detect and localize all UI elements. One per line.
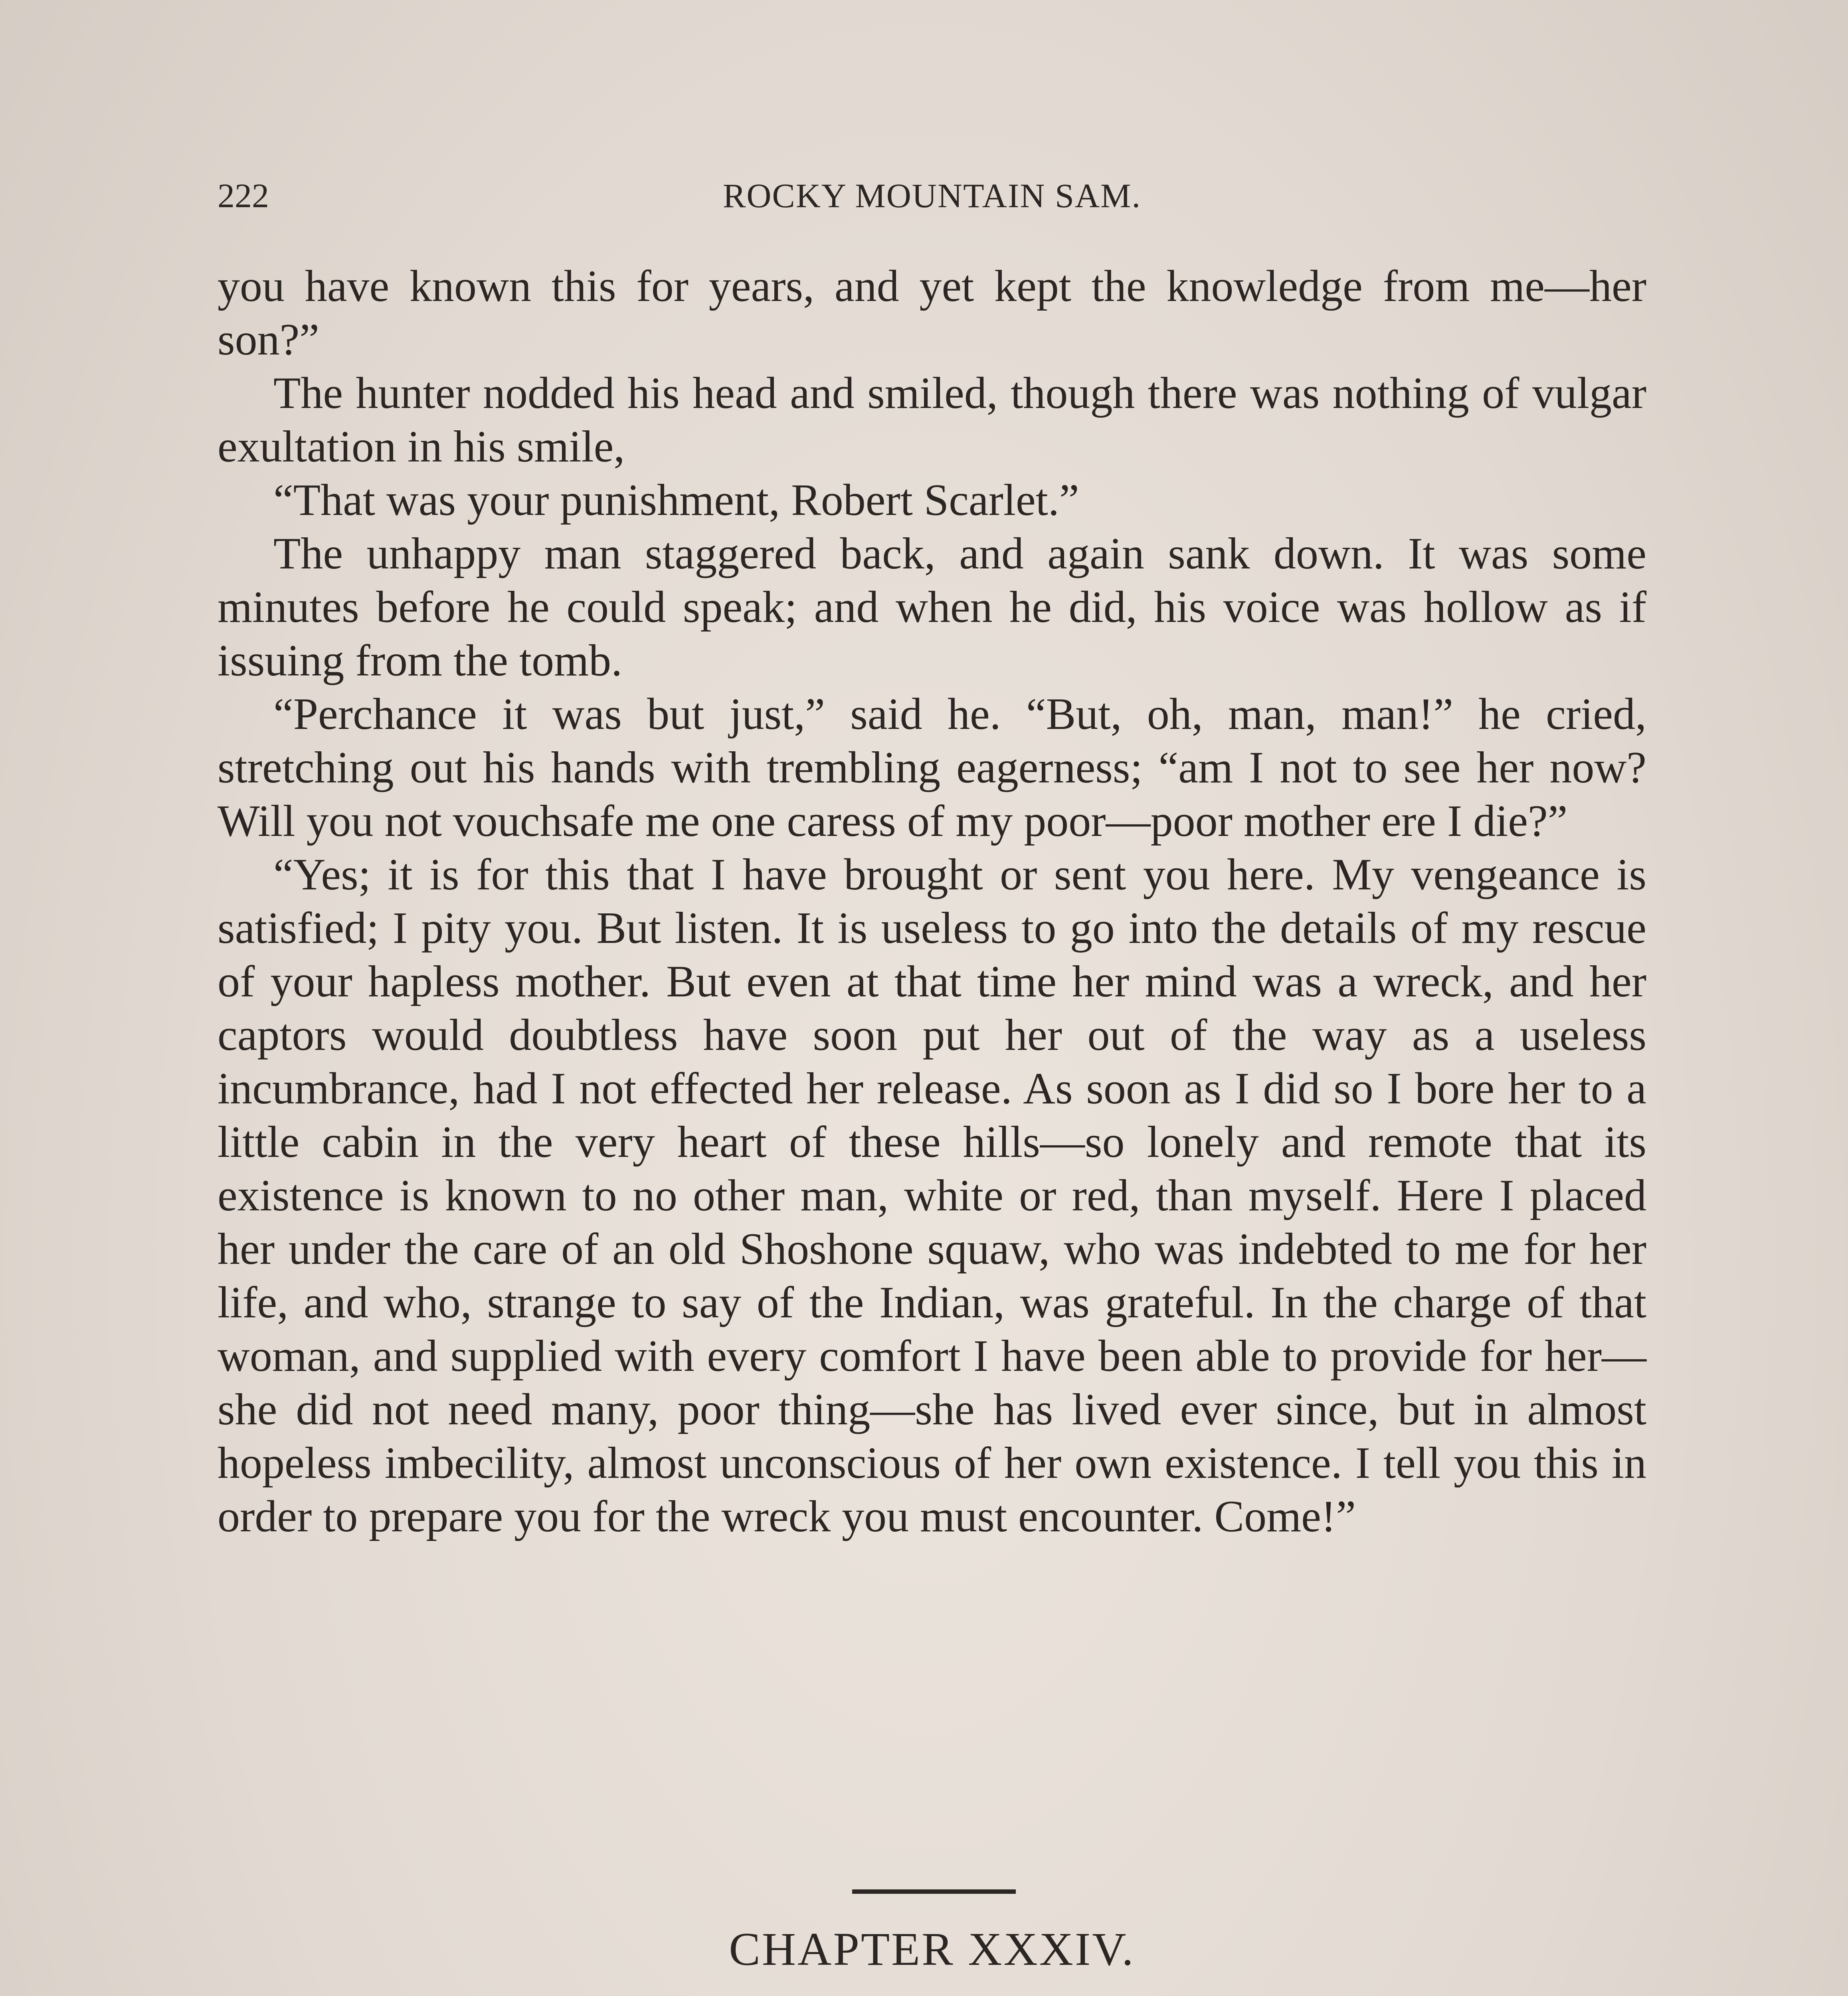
chapter-title: CHAPTER XXXIV. bbox=[729, 1923, 1135, 1975]
paragraph: “That was your punishment, Robert Scarlet.” bbox=[273, 475, 1079, 525]
page-header bbox=[218, 176, 1646, 224]
page-number: 222 bbox=[218, 176, 269, 215]
running-title: ROCKY MOUNTAIN SAM. bbox=[722, 176, 1142, 215]
paragraph: The hunter nodded his head and smiled, though there was nothing of vulgar exultation in his smile, bbox=[218, 368, 1646, 471]
section-divider bbox=[852, 1889, 1016, 1894]
paragraph: “Yes; it is for this that I have brought or sent you here. My vengeance is satisfied; I pity you. But listen. It is useless to go into the details of my rescue of your hapless mother. But even at that time her mind was a wreck, and her captors would doubtless have soon put her out of the way as a useless incumbrance, had I not effected her release. As soon as I did so I bore her to a little cabin in the very heart of these hills—so lonely and remote that its existence is known to no other man, white or red, than myself. Here I placed her under the care of an old Shoshone squaw, who was indebted to me for her life, and who, strange to say of the Indian, was grateful. In the charge of that woman, and supplied with every comfort I have been able to provide for her—she did not need many, poor thing—she has lived ever since, but in almost hopeless imbecility, almost unconscious of her own existence. I tell you this in order to prepare you for the wreck you must encounter. Come!” bbox=[218, 850, 1646, 1541]
paragraph: “Perchance it was but just,” said he. “But, oh, man, man!” he cried, stretching out his hands with trembling eagerness; “am I not to see her now? Will you not vouchsafe me one caress of my poor—poor mother ere I die?” bbox=[218, 689, 1646, 846]
body-text bbox=[218, 259, 1646, 1543]
paragraph: The unhappy man staggered back, and again sank down. It was some minutes before he could speak; and when he did, his voice was hollow as if issuing from the tomb. bbox=[218, 529, 1646, 685]
paragraph: you have known this for years, and yet kept the knowledge from me—her son?” bbox=[218, 261, 1646, 364]
